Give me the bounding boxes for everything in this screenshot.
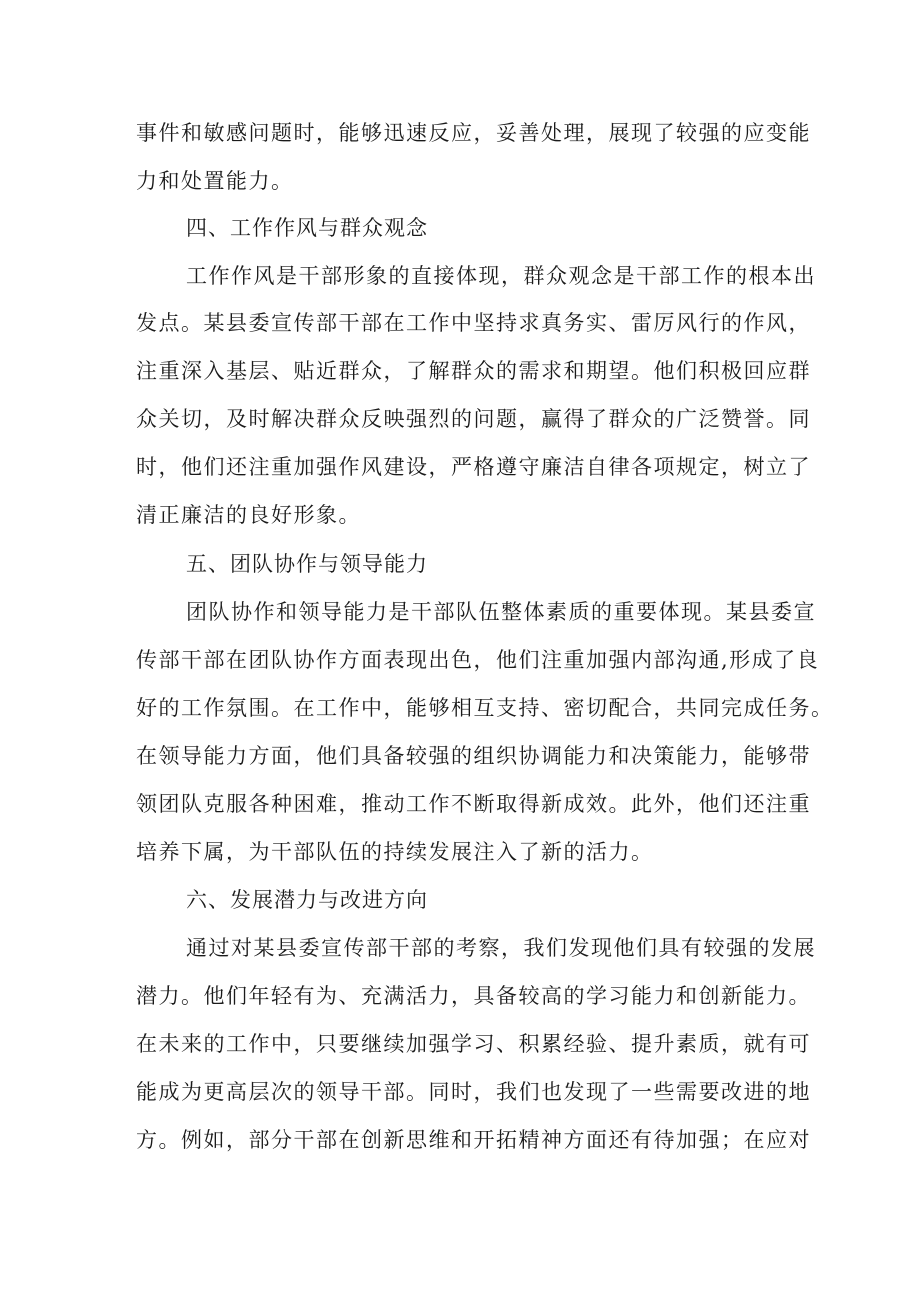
paragraph-line: 工作作风是干部形象的直接体现，群众观念是干部工作的根本出 <box>186 264 816 288</box>
section-heading-5: 五、团队协作与领导能力 <box>186 552 428 576</box>
paragraph-line: 众关切，及时解决群众反映强烈的问题，赢得了群众的广泛赞誉。同 <box>136 407 811 431</box>
paragraph-line: 事件和敏感问题时，能够迅速反应，妥善处理，展现了较强的应变能 <box>136 121 811 145</box>
paragraph-line: 领团队克服各种困难，推动工作不断取得新成效。此外，他们还注重 <box>136 792 811 816</box>
paragraph-line: 时，他们还注重加强作风建设，严格遵守廉洁自律各项规定，树立了 <box>136 455 811 479</box>
paragraph-line: 能成为更高层次的领导干部。同时，我们也发现了一些需要改进的地 <box>136 1080 811 1104</box>
paragraph-line: 团队协作和领导能力是干部队伍整体素质的重要体现。某县委宣 <box>186 600 816 624</box>
paragraph-line: 方。例如，部分干部在创新思维和开拓精神方面还有待加强；在应对 <box>136 1128 811 1152</box>
paragraph-line: 好的工作氛围。在工作中，能够相互支持、密切配合，共同完成任务。 <box>136 696 834 720</box>
paragraph-line: 培养下属，为干部队伍的持续发展注入了新的活力。 <box>136 840 654 864</box>
paragraph-line: 力和处置能力。 <box>136 169 294 193</box>
paragraph-line: 清正廉洁的良好形象。 <box>136 503 361 527</box>
paragraph-line: 通过对某县委宣传部干部的考察，我们发现他们具有较强的发展 <box>186 936 816 960</box>
section-heading-4: 四、工作作风与群众观念 <box>186 216 428 240</box>
paragraph-line: 注重深入基层、贴近群众，了解群众的需求和期望。他们积极回应群 <box>136 359 811 383</box>
paragraph-line: 在领导能力方面，他们具备较强的组织协调能力和决策能力，能够带 <box>136 744 811 768</box>
section-heading-6: 六、发展潜力与改进方向 <box>186 888 428 912</box>
paragraph-line: 潜力。他们年轻有为、充满活力，具备较高的学习能力和创新能力。 <box>136 984 811 1008</box>
paragraph-line: 在未来的工作中，只要继续加强学习、积累经验、提升素质，就有可 <box>136 1032 811 1056</box>
paragraph-line: 传部干部在团队协作方面表现出色，他们注重加强内部沟通,形成了良 <box>136 648 820 672</box>
paragraph-line: 发点。某县委宣传部干部在工作中坚持求真务实、雷厉风行的作风， <box>136 311 811 335</box>
